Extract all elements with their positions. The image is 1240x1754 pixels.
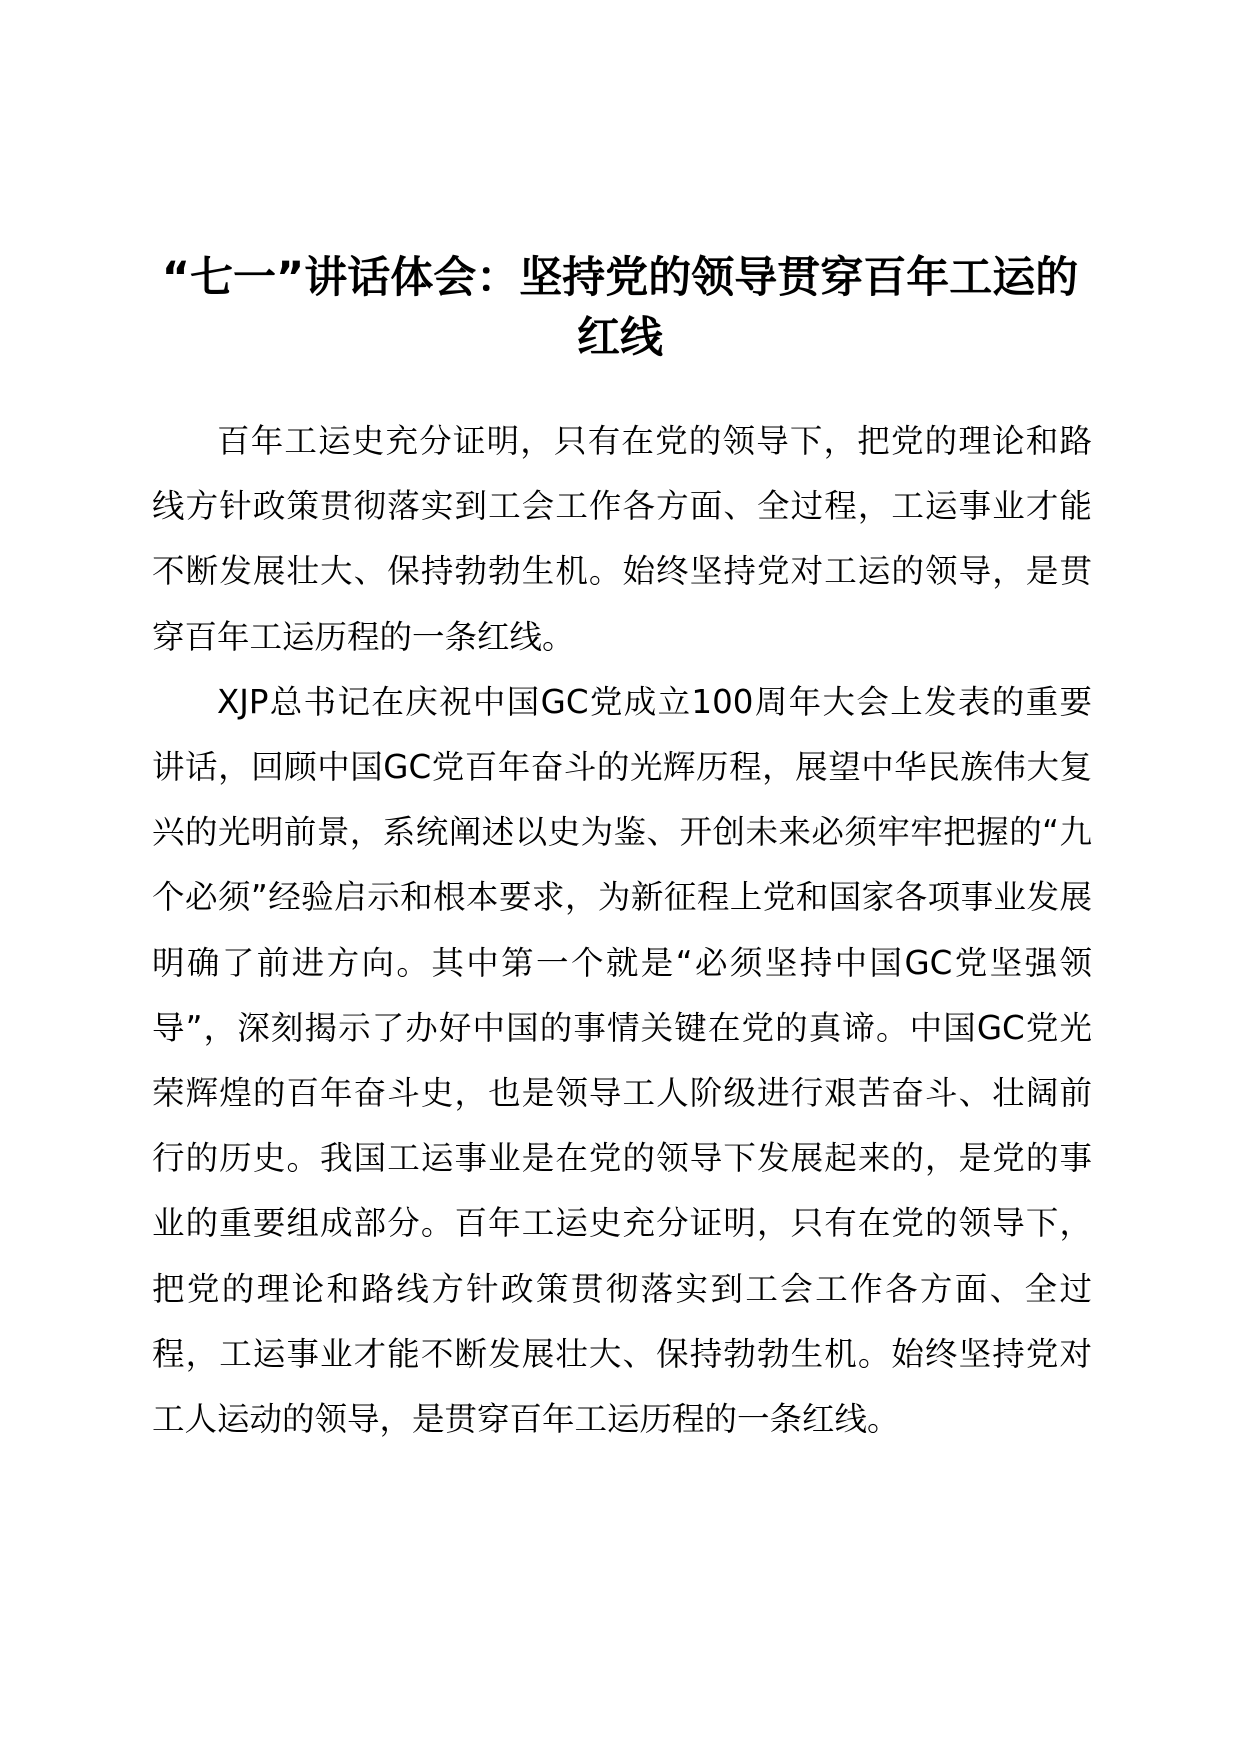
paragraph-2: XJP总书记在庆祝中国GC党成立100周年大会上发表的重要讲话，回顾中国GC党百年奋斗的光辉历程，展望中华民族伟大复兴的光明前景，系统阐述以史为鉴、开创未来必须牢牢把握的“九个必须”经验启示和根本要求，为新征程上党和国家各项事业发展明确了前进方向。其中第一个就是“必须坚持中国GC党坚强领导”，深刻揭示了办好中国的事情关键在党的真谛。中国GC党光荣辉煌的百年奋斗史，也是领导工人阶级进行艰苦奋斗、壮阔前行的历史。我国工运事业是在党的领导下发展起来的，是党的事业的重要组成部分。百年工运史充分证明，只有在党的领导下，把党的理论和路线方针政策贯彻落实到工会工作各方面、全过程，工运事业才能不断发展壮大、保持勃勃生机。始终坚持党对工人运动的领导，是贯穿百年工运历程的一条红线。 (152, 682, 1092, 1439)
paragraph-1: 百年工运史充分证明，只有在党的领导下，把党的理论和路线方针政策贯彻落实到工会工作各方面、全过程，工运事业才能不断发展壮大、保持勃勃生机。始终坚持党对工运的领导，是贯穿百年工运历程的一条红线。 (152, 422, 1092, 656)
document-title: “七一”讲话体会：坚持党的领导贯穿百年工运的红线 (161, 253, 1079, 363)
document-body (152, 409, 1092, 1452)
